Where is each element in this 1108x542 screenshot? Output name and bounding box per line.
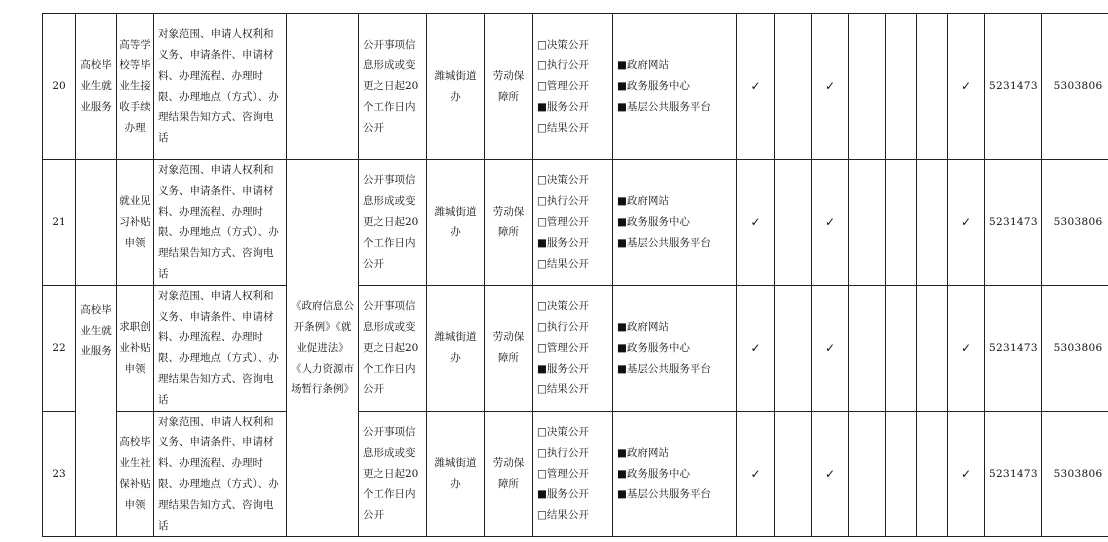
disclosure-content: 对象范围、申请人权利和义务、申请条件、申请材料、办理流程、办理时限、办理地点（方式）、办理结果告知方式、咨询电话 <box>154 411 287 537</box>
checkmark: ✓ <box>812 14 849 160</box>
empty-cell <box>849 411 886 537</box>
checkmark: ✓ <box>812 411 849 537</box>
disclosure-subject: 潍城街道办 <box>427 160 485 286</box>
empty-cell <box>917 160 948 286</box>
type-service: ■服务公开 <box>537 236 589 249</box>
disclosure-type-list <box>533 14 613 160</box>
channel-list <box>613 160 737 286</box>
empty-cell <box>849 160 886 286</box>
category-text: 高校毕业生就业服务 <box>80 303 112 358</box>
type-management: □管理公开 <box>537 80 589 93</box>
checkmark: ✓ <box>737 160 775 286</box>
basis-cell <box>287 160 359 537</box>
phone-number: 5231473 <box>985 411 1042 537</box>
category-cell-empty <box>76 160 117 286</box>
disclosure-type-list <box>533 285 613 411</box>
type-execution: □执行公开 <box>537 59 589 72</box>
disclosure-timing: 公开事项信息形成或变更之日起20个工作日内公开 <box>359 285 427 411</box>
disclosure-type-list <box>533 160 613 286</box>
disclosure-table <box>42 13 1108 537</box>
disclosure-type-list <box>533 411 613 537</box>
disclosure-subject: 潍城街道办 <box>427 411 485 537</box>
responsible-dept: 劳动保障所 <box>485 285 533 411</box>
empty-cell <box>775 160 812 286</box>
channel-grassroots: ■基层公共服务平台 <box>617 100 711 113</box>
type-management: □管理公开 <box>537 467 589 480</box>
empty-cell <box>917 411 948 537</box>
phone-number: 5303806 <box>1042 160 1108 286</box>
channel-service-center: ■政务服务中心 <box>617 341 690 354</box>
empty-cell <box>886 14 917 160</box>
category-text: 高校毕业生就业服务 <box>80 59 112 113</box>
disclosure-subject: 潍城街道办 <box>427 14 485 160</box>
channel-service-center: ■政务服务中心 <box>617 215 690 228</box>
empty-cell <box>775 14 812 160</box>
empty-cell <box>917 285 948 411</box>
item-name: 高等学校等毕业生接收手续办理 <box>117 14 154 160</box>
type-service: ■服务公开 <box>537 100 589 113</box>
responsible-dept: 劳动保障所 <box>485 14 533 160</box>
empty-cell <box>917 14 948 160</box>
type-result: □结果公开 <box>537 121 589 134</box>
channel-grassroots: ■基层公共服务平台 <box>617 488 711 501</box>
disclosure-content: 对象范围、申请人权利和义务、申请条件、申请材料、办理流程、办理时限、办理地点（方式）、办理结果告知方式、咨询电话 <box>154 285 287 411</box>
responsible-dept: 劳动保障所 <box>485 160 533 286</box>
empty-cell <box>849 285 886 411</box>
type-management: □管理公开 <box>537 215 589 228</box>
row-number: 22 <box>43 285 76 411</box>
checkmark: ✓ <box>948 14 985 160</box>
channel-website: ■政府网站 <box>617 446 669 459</box>
checkmark: ✓ <box>948 285 985 411</box>
channel-service-center: ■政务服务中心 <box>617 467 690 480</box>
row-number: 20 <box>43 14 76 160</box>
type-execution: □执行公开 <box>537 320 589 333</box>
channel-website: ■政府网站 <box>617 59 669 72</box>
disclosure-timing: 公开事项信息形成或变更之日起20个工作日内公开 <box>359 14 427 160</box>
type-management: □管理公开 <box>537 341 589 354</box>
type-decision: □决策公开 <box>537 174 589 187</box>
channel-grassroots: ■基层公共服务平台 <box>617 236 711 249</box>
empty-cell <box>886 411 917 537</box>
item-name: 就业见习补贴申领 <box>117 160 154 286</box>
disclosure-subject: 潍城街道办 <box>427 285 485 411</box>
type-service: ■服务公开 <box>537 362 589 375</box>
table-row <box>43 285 1108 411</box>
disclosure-timing: 公开事项信息形成或变更之日起20个工作日内公开 <box>359 160 427 286</box>
disclosure-content: 对象范围、申请人权利和义务、申请条件、申请材料、办理流程、办理时限、办理地点（方式）、办理结果告知方式、咨询电话 <box>154 14 287 160</box>
responsible-dept: 劳动保障所 <box>485 411 533 537</box>
checkmark: ✓ <box>948 160 985 286</box>
phone-number: 5303806 <box>1042 285 1108 411</box>
channel-website: ■政府网站 <box>617 320 669 333</box>
type-service: ■服务公开 <box>537 488 589 501</box>
table-row <box>43 411 1108 537</box>
checkmark: ✓ <box>737 14 775 160</box>
empty-cell <box>886 285 917 411</box>
empty-cell <box>775 411 812 537</box>
basis-text: 《政府信息公开条例》《就业促进法》《人力资源市场暂行条例》 <box>291 300 354 396</box>
empty-cell <box>775 285 812 411</box>
table-row <box>43 14 1108 160</box>
category-cell <box>76 14 117 160</box>
item-name: 高校毕业生社保补贴申领 <box>117 411 154 537</box>
type-decision: □决策公开 <box>537 425 589 438</box>
type-execution: □执行公开 <box>537 446 589 459</box>
row-number: 21 <box>43 160 76 286</box>
phone-number: 5231473 <box>985 14 1042 160</box>
type-decision: □决策公开 <box>537 300 589 313</box>
row-number: 23 <box>43 411 76 537</box>
checkmark: ✓ <box>737 411 775 537</box>
checkmark: ✓ <box>812 285 849 411</box>
channel-grassroots: ■基层公共服务平台 <box>617 362 711 375</box>
type-execution: □执行公开 <box>537 195 589 208</box>
phone-number: 5303806 <box>1042 411 1108 537</box>
item-name: 求职创业补贴申领 <box>117 285 154 411</box>
category-cell <box>76 285 117 537</box>
channel-list <box>613 285 737 411</box>
type-result: □结果公开 <box>537 509 589 522</box>
disclosure-timing: 公开事项信息形成或变更之日起20个工作日内公开 <box>359 411 427 537</box>
empty-cell <box>849 14 886 160</box>
channel-website: ■政府网站 <box>617 195 669 208</box>
type-result: □结果公开 <box>537 257 589 270</box>
phone-number: 5303806 <box>1042 14 1108 160</box>
phone-number: 5231473 <box>985 285 1042 411</box>
checkmark: ✓ <box>812 160 849 286</box>
channel-list <box>613 14 737 160</box>
table-row <box>43 160 1108 286</box>
checkmark: ✓ <box>737 285 775 411</box>
empty-cell <box>886 160 917 286</box>
type-decision: □决策公开 <box>537 38 589 51</box>
channel-service-center: ■政务服务中心 <box>617 80 690 93</box>
channel-list <box>613 411 737 537</box>
checkmark: ✓ <box>948 411 985 537</box>
basis-cell-empty <box>287 14 359 160</box>
disclosure-content: 对象范围、申请人权利和义务、申请条件、申请材料、办理流程、办理时限、办理地点（方式）、办理结果告知方式、咨询电话 <box>154 160 287 286</box>
type-result: □结果公开 <box>537 383 589 396</box>
phone-number: 5231473 <box>985 160 1042 286</box>
